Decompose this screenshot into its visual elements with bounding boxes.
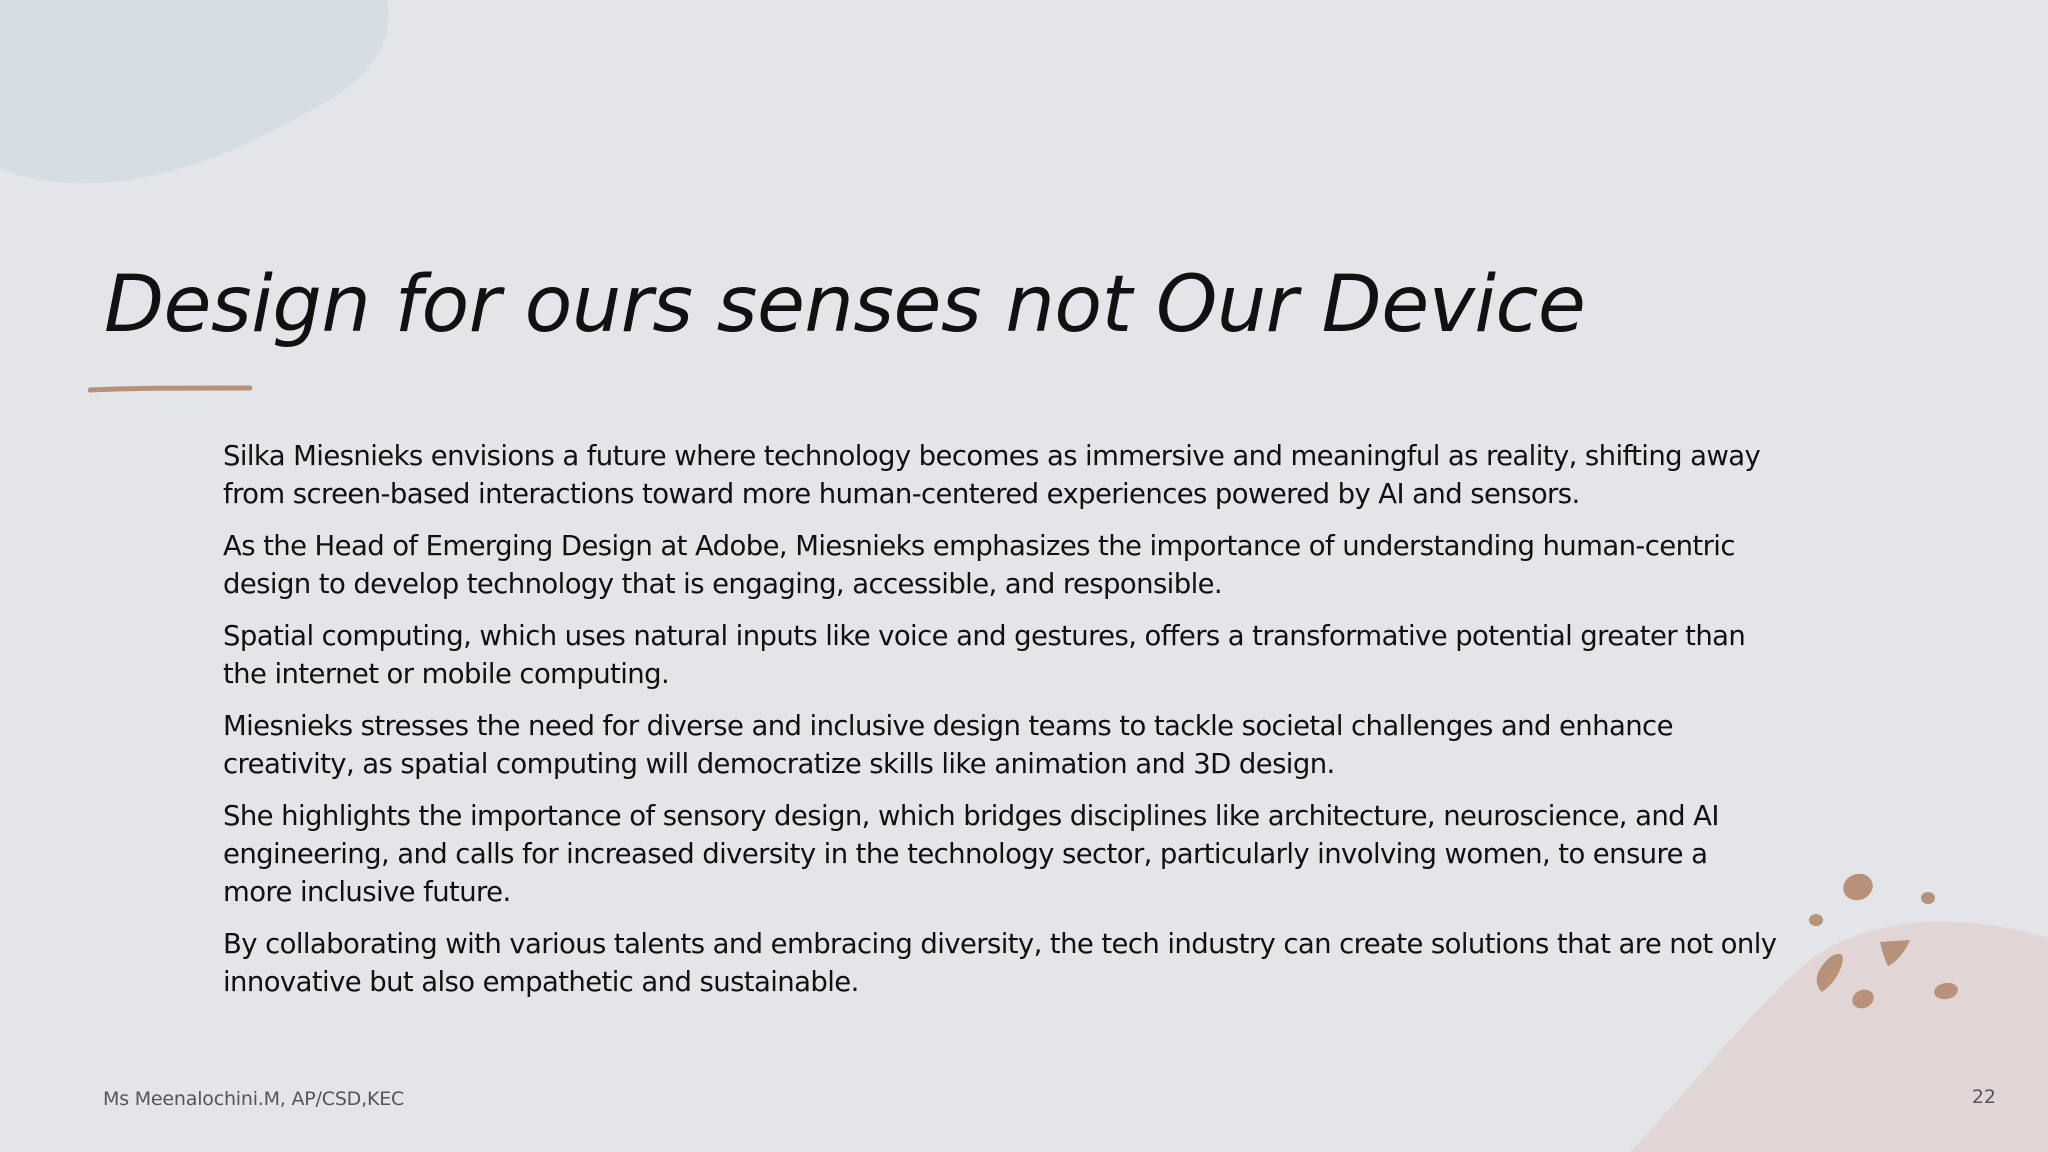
body-paragraph: Miesnieks stresses the need for diverse and inclusive design teams to tackle societal challenges and enhance creativity, as spatial computing will democratize skills like animation and 3D design. <box>223 710 1673 780</box>
slide-body <box>223 437 1783 1015</box>
slide-title: Design for ours senses not Our Device <box>104 260 1586 350</box>
decorative-speckles <box>1800 866 1970 1016</box>
decorative-blob-top-left <box>0 0 400 190</box>
body-paragraph: She highlights the importance of sensory design, which bridges disciplines like architecture, neuroscience, and AI engineering, and calls for increased diversity in the technology sector, particularly involving women, to ensure a more inclusive future. <box>223 800 1719 908</box>
body-paragraph: By collaborating with various talents and embracing diversity, the tech industry can create solutions that are not only innovative but also empathetic and sustainable. <box>223 928 1777 998</box>
body-paragraph: Silka Miesnieks envisions a future where technology becomes as immersive and meaningful as reality, shifting away from screen-based interactions toward more human-centered experiences powered by AI and sensors. <box>223 440 1761 510</box>
footer-author: Ms Meenalochini.M, AP/CSD,KEC <box>103 1088 405 1110</box>
page-number: 22 <box>1971 1086 1996 1108</box>
body-paragraph: Spatial computing, which uses natural inputs like voice and gestures, offers a transformative potential greater than the internet or mobile computing. <box>223 620 1746 690</box>
body-paragraph: As the Head of Emerging Design at Adobe, Miesnieks emphasizes the importance of understanding human-centric design to develop technology that is engaging, accessible, and responsible. <box>223 530 1735 600</box>
title-underline-accent <box>88 385 252 393</box>
